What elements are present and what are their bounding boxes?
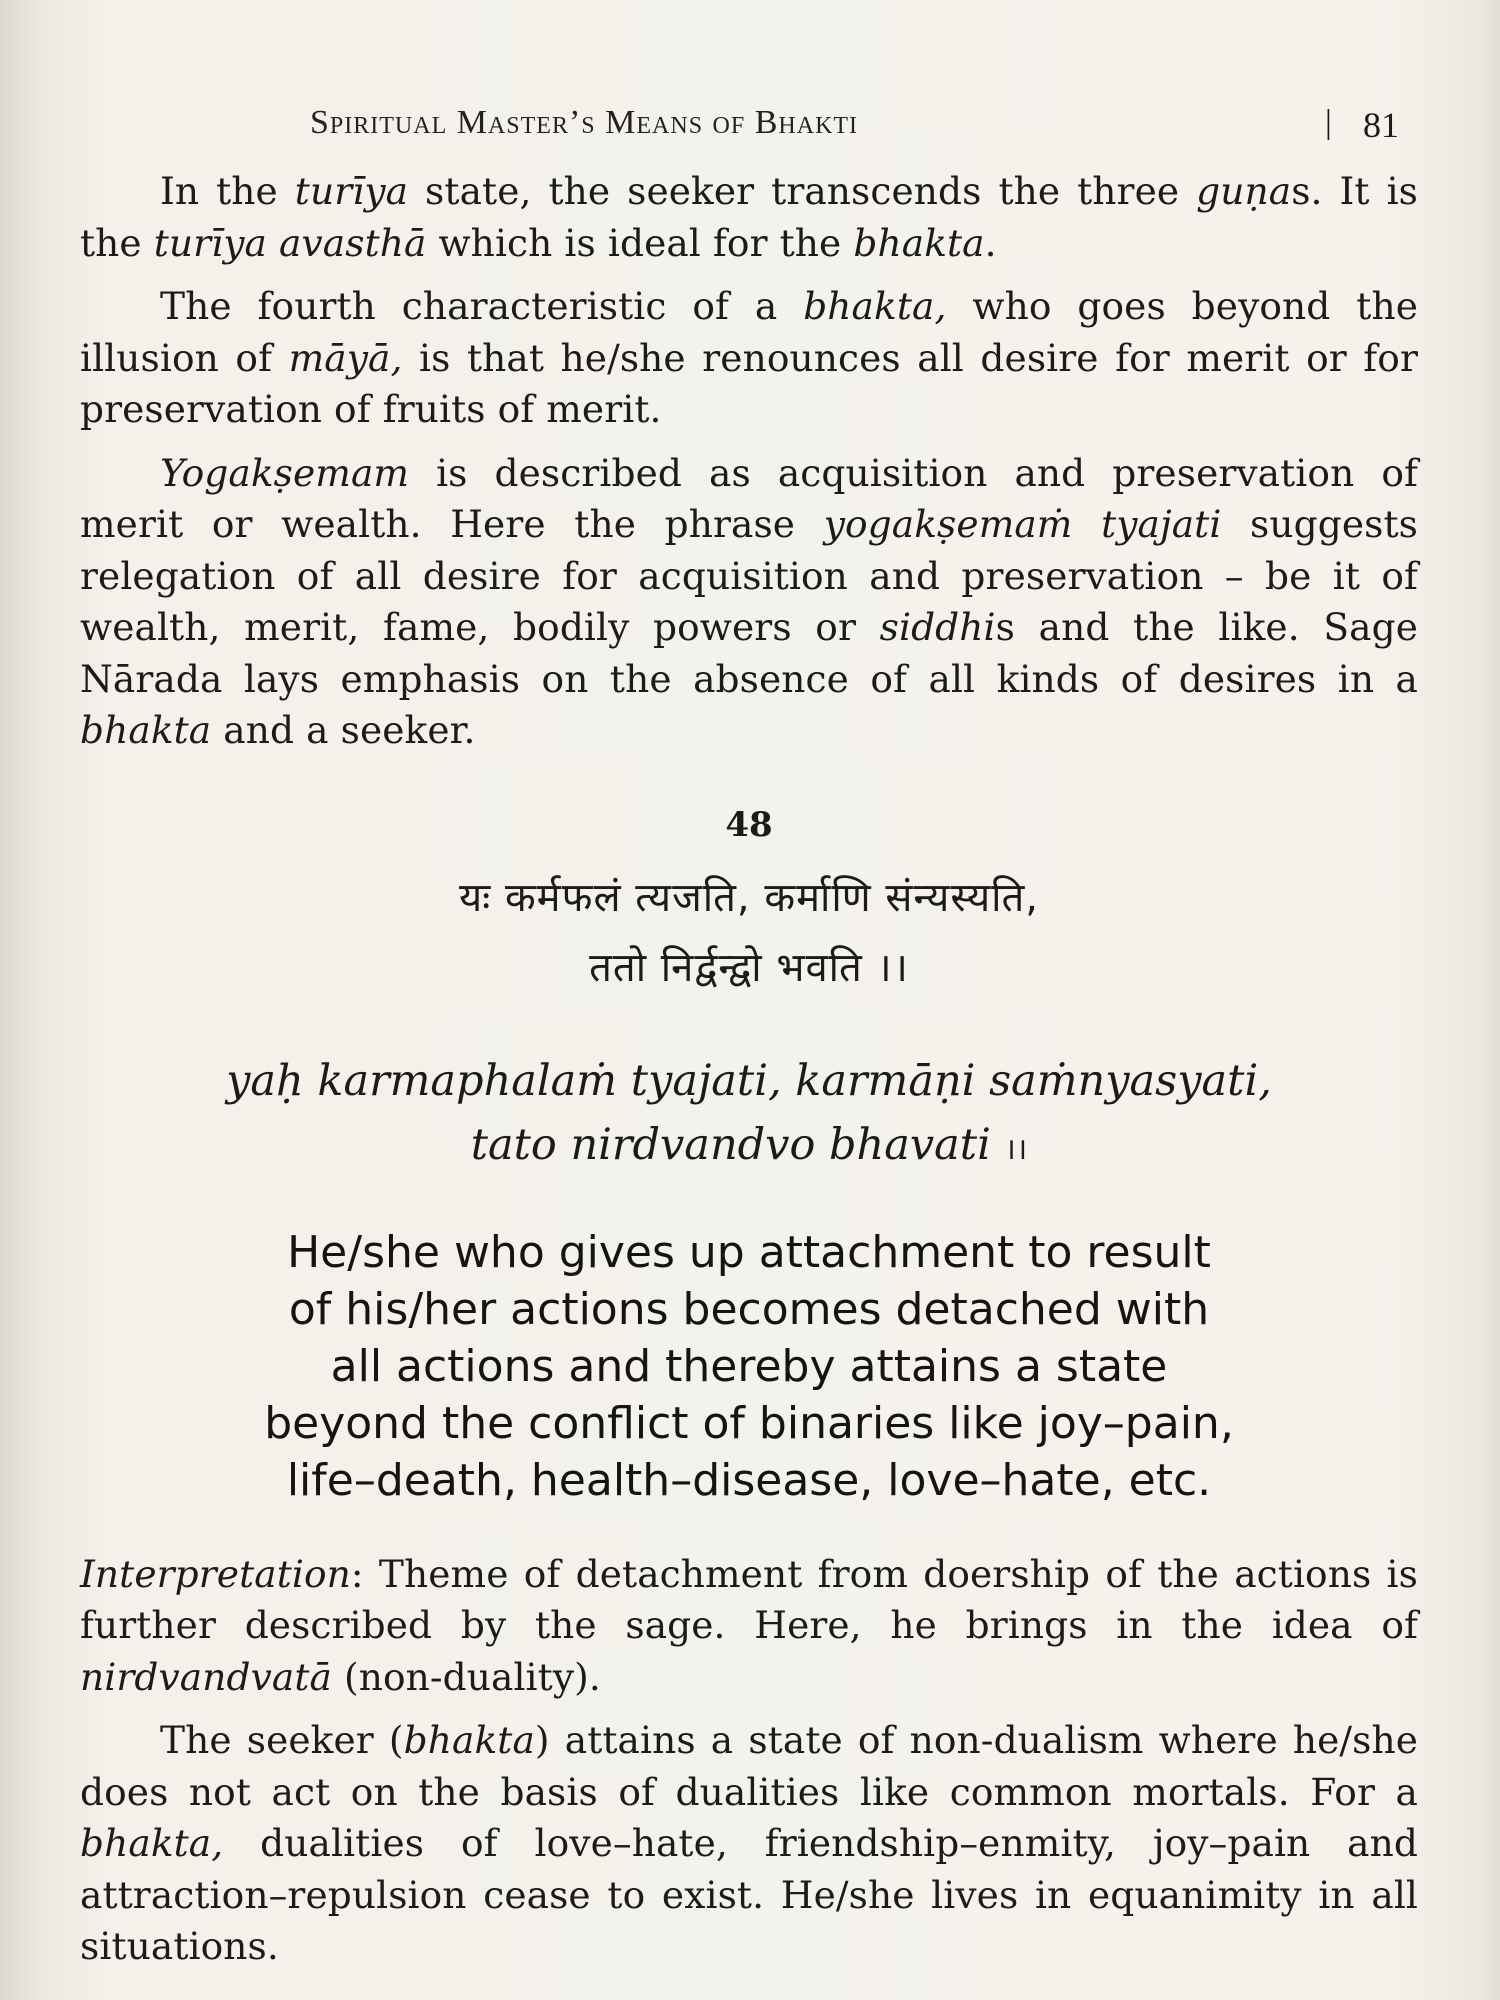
- text-run: The seeker (: [160, 1718, 404, 1762]
- sanskrit-verse: [80, 863, 1418, 1003]
- translation-line-4: beyond the conflict of binaries like joy–pain,: [264, 1397, 1234, 1449]
- italic-term: bhakta,: [803, 284, 947, 328]
- text-run: s. It is the: [80, 169, 1419, 265]
- italic-term: māyā,: [288, 335, 403, 380]
- text-run: s and the like. Sage Nārada lays emphasis on the absence of all kinds of desires in a: [80, 605, 1418, 701]
- text-run: .: [984, 220, 997, 265]
- running-title: Spiritual Master’s Means of Bhakti: [310, 104, 859, 141]
- text-run: is described as acquisition and preservation of merit or wealth. Here the phrase: [80, 450, 1418, 546]
- italic-term: bhakta: [853, 220, 985, 265]
- interpretation-label: Interpretation: [80, 1551, 351, 1596]
- text-run: (non-duality).: [331, 1654, 601, 1699]
- italic-term: turīya: [294, 169, 409, 213]
- book-page: [80, 88, 1418, 1985]
- translation-line-5: life–death, health–disease, love–hate, etc.: [286, 1454, 1212, 1506]
- italic-term: guṇa: [1196, 169, 1292, 213]
- text-run: dualities of love–hate, friendship–enmity, joy–pain and attraction–repulsion cease to exist. He/she lives in equanimity in all situations.: [80, 1821, 1418, 1968]
- translation-line-1: He/she who gives up attachment to result: [287, 1226, 1211, 1278]
- text-run: is that he/she renounces all desire for merit or for preservation of fruits of merit.: [80, 335, 1418, 431]
- paragraph-turiya: [80, 166, 1418, 269]
- sutra-translation: [80, 1224, 1418, 1509]
- italic-term: Yogakṣemam: [160, 450, 410, 495]
- sutra-number: 48: [725, 804, 773, 845]
- header-separator: |: [1325, 104, 1332, 141]
- italic-term: bhakta,: [80, 1821, 224, 1865]
- paragraph-non-dualism: [80, 1715, 1418, 1973]
- paragraph-fourth-characteristic: [80, 281, 1418, 436]
- translation-line-3: all actions and thereby attains a state: [330, 1340, 1168, 1392]
- transliteration-line-2: [80, 1113, 1418, 1182]
- paragraph-interpretation: [80, 1549, 1418, 1704]
- text-run: which is ideal for the: [426, 220, 854, 265]
- sanskrit-line-2: ततो निर्द्वन्द्वो भवति ।।: [589, 944, 909, 991]
- page-number: 81: [1363, 105, 1399, 145]
- transliteration-text: tato nirdvandvo bhavati: [470, 1119, 991, 1170]
- italic-term: turīya avasthā: [153, 220, 427, 265]
- text-run: state, the seeker transcends the three: [408, 169, 1197, 213]
- text-run: and a seeker.: [211, 708, 476, 752]
- italic-term: bhakta: [403, 1718, 535, 1762]
- sanskrit-line-1: यः कर्मफलं त्यजति, कर्माणि संन्यस्यति,: [458, 874, 1040, 921]
- italic-term: yogakṣemaṁ tyajati: [823, 502, 1222, 546]
- text-run: In the: [160, 169, 295, 213]
- text-run: : Theme of detachment from doership of the actions is further described by the sage. Here, he brings in the idea of: [80, 1551, 1418, 1647]
- translation-line-2: of his/her actions becomes detached with: [288, 1283, 1210, 1335]
- italic-term: siddhi: [879, 605, 996, 649]
- paragraph-yogakshemam: [80, 448, 1418, 757]
- transliteration: [80, 1049, 1418, 1182]
- italic-term: bhakta: [80, 708, 212, 752]
- italic-term: nirdvandvatā: [80, 1654, 332, 1699]
- transliteration-line-1: yaḥ karmaphalaṁ tyajati, karmāṇi saṁnyasyati,: [226, 1055, 1272, 1106]
- text-run: suggests relegation of all desire for acquisition and preservation – be it of wealth, merit, fame, bodily powers or: [80, 502, 1419, 649]
- text-run: who goes beyond the illusion of: [80, 284, 1418, 380]
- running-header: [80, 88, 1418, 152]
- text-run: ) attains a state of non-dualism where he/she does not act on the basis of dualities like common mortals. For a: [80, 1718, 1418, 1814]
- text-run: The fourth characteristic of a: [160, 284, 804, 328]
- double-danda: ।।: [1004, 1131, 1028, 1167]
